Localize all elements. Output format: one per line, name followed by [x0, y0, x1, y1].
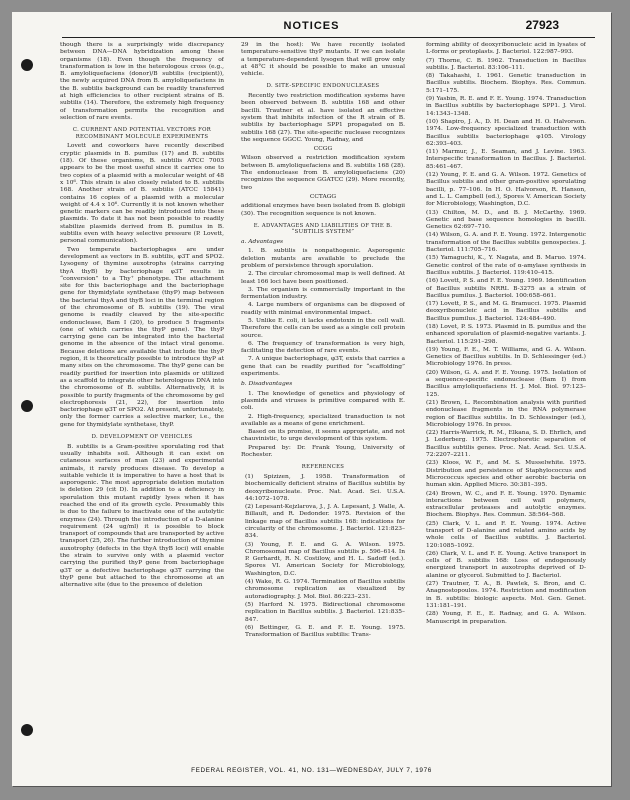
list-item: 1. The knowledge of genetics and physiology of plasmids and viruses is primitive compared with E. coli.	[241, 390, 405, 412]
reference-item: (1) Spizizen, J. 1958. Transformation of biochemically deficient strains of Bacillus subtilis by deoxyribonucleate. Proc. Nat. Acad. Sci. U.S.A. 44:1072–1078.	[245, 473, 405, 502]
list-item: 4. Large numbers of organisms can be disposed of readily with minimal environmental impact.	[241, 302, 405, 316]
page-number: 27923	[525, 18, 559, 32]
reference-item: (2) Lepesant-Kejzlarova, J., J. A. Lepesant, J. Walle, A. Billault, and R. Dedonder. 1975. Revision of the linkage map of Bacillus subtilis 168: indications for circularity of the chromosome. J. Bacteriol. 121:823–834.	[245, 504, 405, 540]
punch-hole-top	[21, 59, 33, 71]
reference-item: (5) Harford N. 1975. Bidirectional chromosome replication in Bacillus subtilis. J. Bacteriol. 121:835–847.	[245, 601, 405, 623]
reference-item: (17) Lovett, P. S., and M. G. Bramucci. 1975. Plasmid deoxyribonucleic acid in Bacillus subtilis and Bacillus pumilus. J. Bacteriol. 124:484–490.	[426, 301, 586, 322]
section-heading-endonucleases: D. SITE-SPECIFIC ENDONUCLEASES	[266, 83, 380, 90]
paragraph: though there is a surprisingly wide discrepancy between DNA—DNA hybridization among these organisms (18). Even though the frequency of transformation is low in the heterologous cross (e.g., B. amyloliquefaciens (donor)/B subtilis (recipient)), the newly acquired DNA from B. amyloliquefaciens in the B. subtilis background can be readily transferred at high efficiencies to other recipient strains of B. subtilis (14). Therefore, the extremely high frequency of transformation permits the recognition and selection of rare events.	[60, 42, 224, 121]
sequence-line: CCGG	[313, 146, 333, 153]
reference-item: (4) Wake, R. G. 1974. Termination of Bacillus subtilis chromosome replication as visualized by autoradiography. J. Mol. Biol. 86:223–231.	[245, 579, 405, 600]
header-rule	[62, 37, 595, 38]
reference-item: (25) Clark, V. L. and F. E. Young. 1974. Active transport of D-alanine and related amino acids by whole cells of Bacillus subtilis. J. Bacteriol. 120:1085–1092.	[426, 520, 586, 549]
reference-item: (3) Young, F. E. and G. A. Wilson. 1975. Chromosomal map of Bacillus subtilis p. 596–614. In P. Gerhardt, R. N. Costilow, and H. L. Sadoff (ed.). Spores VI. American Society for Microbiology, Washington, D.C.	[245, 541, 405, 577]
footer-citation: FEDERAL REGISTER, VOL. 41, NO. 131—WEDNESDAY, JULY 7, 1976	[191, 767, 432, 774]
reference-item: (18) Lovet, P. S. 1973. Plasmid in B. pumilus and the enhanced sporulation of plasmid-negative variants. J. Bacteriol. 115:291–298.	[426, 323, 586, 345]
paragraph: B. subtilis is a Gram-positive sporulating rod that usually inhabits soil. Although it can exist on cutaneous surfaces of man (23) and experimental animals, it rarely produces disease. To develop a suitable vehicle it is imperative to have a host that is asporogenic. The most appropriate deletion mutation is deletion 29 (cit D). In addition to a deficiency in sporulation this mutant rapidly lyses when it has reached the end of its growth cycle. Presumably this is due to the failure to inactivate one of the autolytic enzymes (24). Through the introduction of a D-alanine requirement (24 ug/ml) it is possible to block transport of compounds that are transported by active transport (25, 26). The further introduction of thymine auxotrophy (defects in the thyA thyB loci) will enable the strain to survive only with a plasmid vector carrying the purified thyP gene from bacteriophage φ3T or a defective bacteriophage φ3T carrying the thyP gene but attached to the chromosome at an alternative site (due to the presence of deletion	[60, 443, 224, 589]
section-heading-vehicles: D. DEVELOPMENT OF VEHICLES	[91, 434, 193, 441]
list-item: 3. The organism is commercially important in the fermentation industry.	[241, 286, 405, 301]
reference-item: (26) Clark, V. L. and F. E. Young. Active transport in cells of B. subtilis 168: Loss of endogenously energized transport in auxotrophs deprived of D-alanine or glycerol. Submitted to J. Bacteriol.	[426, 550, 586, 579]
reference-item: (12) Young, F. E. and G. A. Wilson. 1972. Genetics of Bacillus subtilis and other gram-positive sporulating bacilli, p. 77–106. In H. O. Halvorson, R. Hanson, and L. L. Campbell (ed.), Spores V. American Society for Microbiology, Washington, D.C.	[426, 172, 586, 208]
text-column-2	[241, 42, 405, 746]
text-column-1	[60, 42, 224, 746]
reference-item: (15) Yamaguchi, K., Y. Nagata, and B. Maruo. 1974. Genetic control of the rate of α-amylase synthesis in Bacillus subtilis. J. Bacteriol. 119:410–415.	[426, 255, 586, 276]
text-column-3	[422, 42, 586, 746]
document-page	[12, 12, 611, 786]
reference-item: (20) Wilson, G. A. and F. E. Young. 1975. Isolation of a sequence-specific endonuclease (Bam I) from Bacillus amyloliquefaciens H. J. Mol. Biol. 97:123–125.	[426, 369, 586, 398]
paragraph: Recently two restriction modification systems have been observed between B. subtilis 168 and other bacilli. Trautner et al. have isolated an effective system that inhibits infection of the R strain of B. subtilis by bacteriophage SPP1 propagated on B. subtilis 168 (27). The site-specific nuclease recognizes the sequence GGCC. Young, Radnay, and	[241, 93, 405, 143]
references-heading: REFERENCES	[301, 464, 345, 471]
subheading-disadvantages: b. Disadvantages	[241, 381, 293, 388]
reference-item: (23) Kloos, W. F., and M. S. Musselwhite. 1975. Distribution and persistence of Staphylococcus and Micrococcus species and other aerobic bacteria on human skin. Applied Micro. 30:381–395.	[426, 460, 586, 489]
list-item: 5. Unlike E. coli, it lacks endotoxin in the cell wall. Therefore the cells can be used as a single cell protein source.	[241, 317, 405, 339]
reference-item: (13) Chilton, M. D., and B. J. McCarthy. 1969. Genetic and base sequence homologies in bacilli. Genetics 62:697–710.	[426, 209, 586, 231]
list-item: 7. A unique bacteriophage, φ3T, exists that carries a gene that can be readily purified for “scaffolding” experiments.	[241, 356, 405, 378]
reference-item: (21) Brown, L. Recombination analysis with purified endonuclease fragments in the RNA polymerase region of Bacillus subtilis. In D. Schlessinger (ed.), Microbiology 1976. In press.	[426, 399, 586, 428]
reference-item: (28) Young, F. E., E. Radnay, and G. A. Wilson. Manuscript in preparation.	[426, 611, 586, 625]
reference-item: (7) Thorne, C. B. 1962. Transduction in Bacillus subtilis. J. Bacteriol. 83:106–111.	[426, 57, 586, 71]
reference-item: (11) Marmur, J., E. Seaman, and J. Levine. 1963. Interspecific transformation in Bacillus. J. Bacteriol. 85:461–467.	[426, 149, 586, 170]
reference-item: (27) Trautner, T. A., B. Pawlek, S. Bron, and C. Anagnostopoulos. 1974. Restriction and modification in B. subtilis: biologic aspects. Mol. Gen. Genet. 131:181–191.	[426, 581, 586, 609]
list-item: 2. High-frequency, specialized transduction is not available as a means of gene enrichment.	[241, 413, 405, 427]
reference-item: (16) Lovett, P. S. and F. E. Young. 1969. Identification of Bacillus subtilis NRRL B-3275 as a strain of Bacillus pumilus. J. Bacteriol. 100:658–661.	[426, 278, 586, 299]
reference-item: (19) Young, F. E., M. T. Williams, and G. A. Wilson. Genetics of Bacillus subtilis. In D. Schlessinger (ed.) Microbiology 1976. In press.	[426, 346, 586, 368]
list-item: 2. The circular chromosomal map is well defined. At least 166 loci have been positioned.	[241, 271, 405, 285]
paragraph: Wilson observed a restriction modification system between B. amyloliquefaciens and B. subtilis 168 (28). The endonuclease from B. amyloliquefaciens (20) recognizes the sequence GGATCC (29). More recently, two	[241, 155, 405, 191]
subheading-advantages: a. Advantages	[241, 239, 284, 246]
punch-hole-middle	[21, 400, 33, 412]
reference-item: (8) Takahashi, I. 1961. Genetic transduction in Bacillus subtilis. Biochem. Biophys. Res. Commun. 5:171–175.	[426, 73, 586, 94]
punch-hole-bottom	[21, 724, 33, 736]
paragraph: Based on its promise, it seems appropriate, and not chauvinistic, to urge development of this system.	[241, 429, 405, 443]
section-heading-advantages-liabilities: E. ADVANTAGES AND LIABILITIES OF THE B. “SUBTILIS SYSTEM”	[253, 222, 393, 236]
reference-item: (10) Shapiro, J. A., D. H. Dean and H. O. Halvorson. 1974. Low-frequency specialized transduction with Bacillus subtilis bacteriophage φ105. Virology 62:393–403.	[426, 118, 586, 147]
paragraph: Two temperate bacteriophages are under development as vectors in B. subtilis, φ3T and SPO2. Lysogeny of thymine auxotrophs (strains carrying thyA thyB) by bacteriophage φ3T results in “conversion” to a Thy⁺ phenotype. The attachment site for this bacteriophage and the bacteriophage gene for thymidylate synthetase (thyP) map between the bacterial thyA and thyB loci in the terminal region of the chromosome of B. subtilis (19). The viral genome is readily cleaved by the site-specific endonuclease, Bam I (20), to produce 5 fragments (one of which carries the thyP gene). The thyP carrying gene can be integrated into the bacterial genome in the absence of the intact viral genome. Because deletions are available that include the thyP region, it is theoretically possible to introduce thyP at many sites on the chromosome. The thyP gene can be readily purified for insertion into plasmids or utilized as a scaffold to integrate other heterologous DNA into the chromosome of B. subtilis. Alternatively, it is possible to purify fragments of the chromosome by gel electrophoresis (21, 22), for insertion into bacteriophage φ3T or SPO2. At present, unfortunately, only the former carries a selective marker, i.e., the gene for thymidylate synthetase, thyP.	[60, 246, 224, 428]
paragraph: 29 in the host): We have recently isolated temperature-sensitive thyP mutants. If we can isolate a temperature-dependent lysogen that will grow only at 48°C it should be possible to make an unusual vehicle.	[241, 42, 405, 78]
list-item: 6. The frequency of transformation is very high, facilitating the detection of rare events.	[241, 340, 405, 355]
paragraph: Lovett and coworkers have recently described cryptic plasmids in B. pumilus (17) and B. subtilis (18). Of these organisms, B. subtilis ATCC 7003 appears to be the most useful since it carries one to two copies of a plasmid with a molecular weight of 48 x 10⁶. This strain is also closely related to B. subtilis 168. Another strain of B. subtilis (ATCC 15841) contains 16 copies of a plasmid with a molecular weight of 4.4 x 10⁶. Currently it is not known whether genetic markers can be readily introduced into these plasmids. To date it has not been possible to readily stabilize plasmids derived from B. pumilus in B. subtilis even with heavy selective pressure (P. Lovett, personal communication).	[60, 143, 224, 245]
author-credit: Prepared by: Dr. Frank Young, University of Rochester.	[241, 444, 405, 459]
sequence-line: CCTAGG	[309, 193, 337, 200]
paragraph: additional enzymes have been isolated from B. globigii (30). The recognition sequence is not known.	[241, 203, 405, 217]
reference-item: (22) Harris-Warrick, R. M., Elkana, S. D. Ehrlich, and J. Lederberg. 1975. Electrophoretic separation of Bacillus subtilis genes. Proc. Nat. Acad. Sci. U.S.A. 72:2207–2211.	[426, 430, 586, 459]
reference-item: (14) Wilson, G. A. and F. E. Young. 1972. Intergenotic transformation of the Bacillus subtilis genospecies. J. Bacteriol. 111:705–716.	[426, 232, 586, 254]
reference-item: (24) Brown, W. C., and F. E. Young. 1970. Dynamic interactions between cell wall polymers, extracellular proteases and autolytic enzymes. Biochem. Biophys. Res. Commun. 38:564–568.	[426, 490, 586, 519]
section-heading-vectors: C. CURRENT AND POTENTIAL VECTORS FOR RECOMBINANT MOLECULE EXPERIMENTS	[72, 127, 212, 140]
page-title: NOTICES	[283, 20, 340, 32]
reference-item: (6) Bettinger, G. E. and F. E. Young. 1975. Transformation of Bacillus subtilis: Trans-	[245, 624, 405, 639]
list-item: 1. B. subtilis is nonpathogenic. Asporogenic deletion mutants are available to preclude the problem of persistence through sporulation.	[241, 248, 405, 269]
reference-list	[241, 474, 405, 640]
reference-item: forming ability of deoxyribonucleic acid in lysates of L-forms or protoplasts. J. Bacteriol. 122:987–993.	[426, 42, 586, 56]
reference-item: (9) Yasbin, R. E. and F. E. Young. 1974. Transduction in Bacillus subtilis by bacteriophage SPP1. J. Virol. 14:1343–1348.	[426, 96, 586, 117]
